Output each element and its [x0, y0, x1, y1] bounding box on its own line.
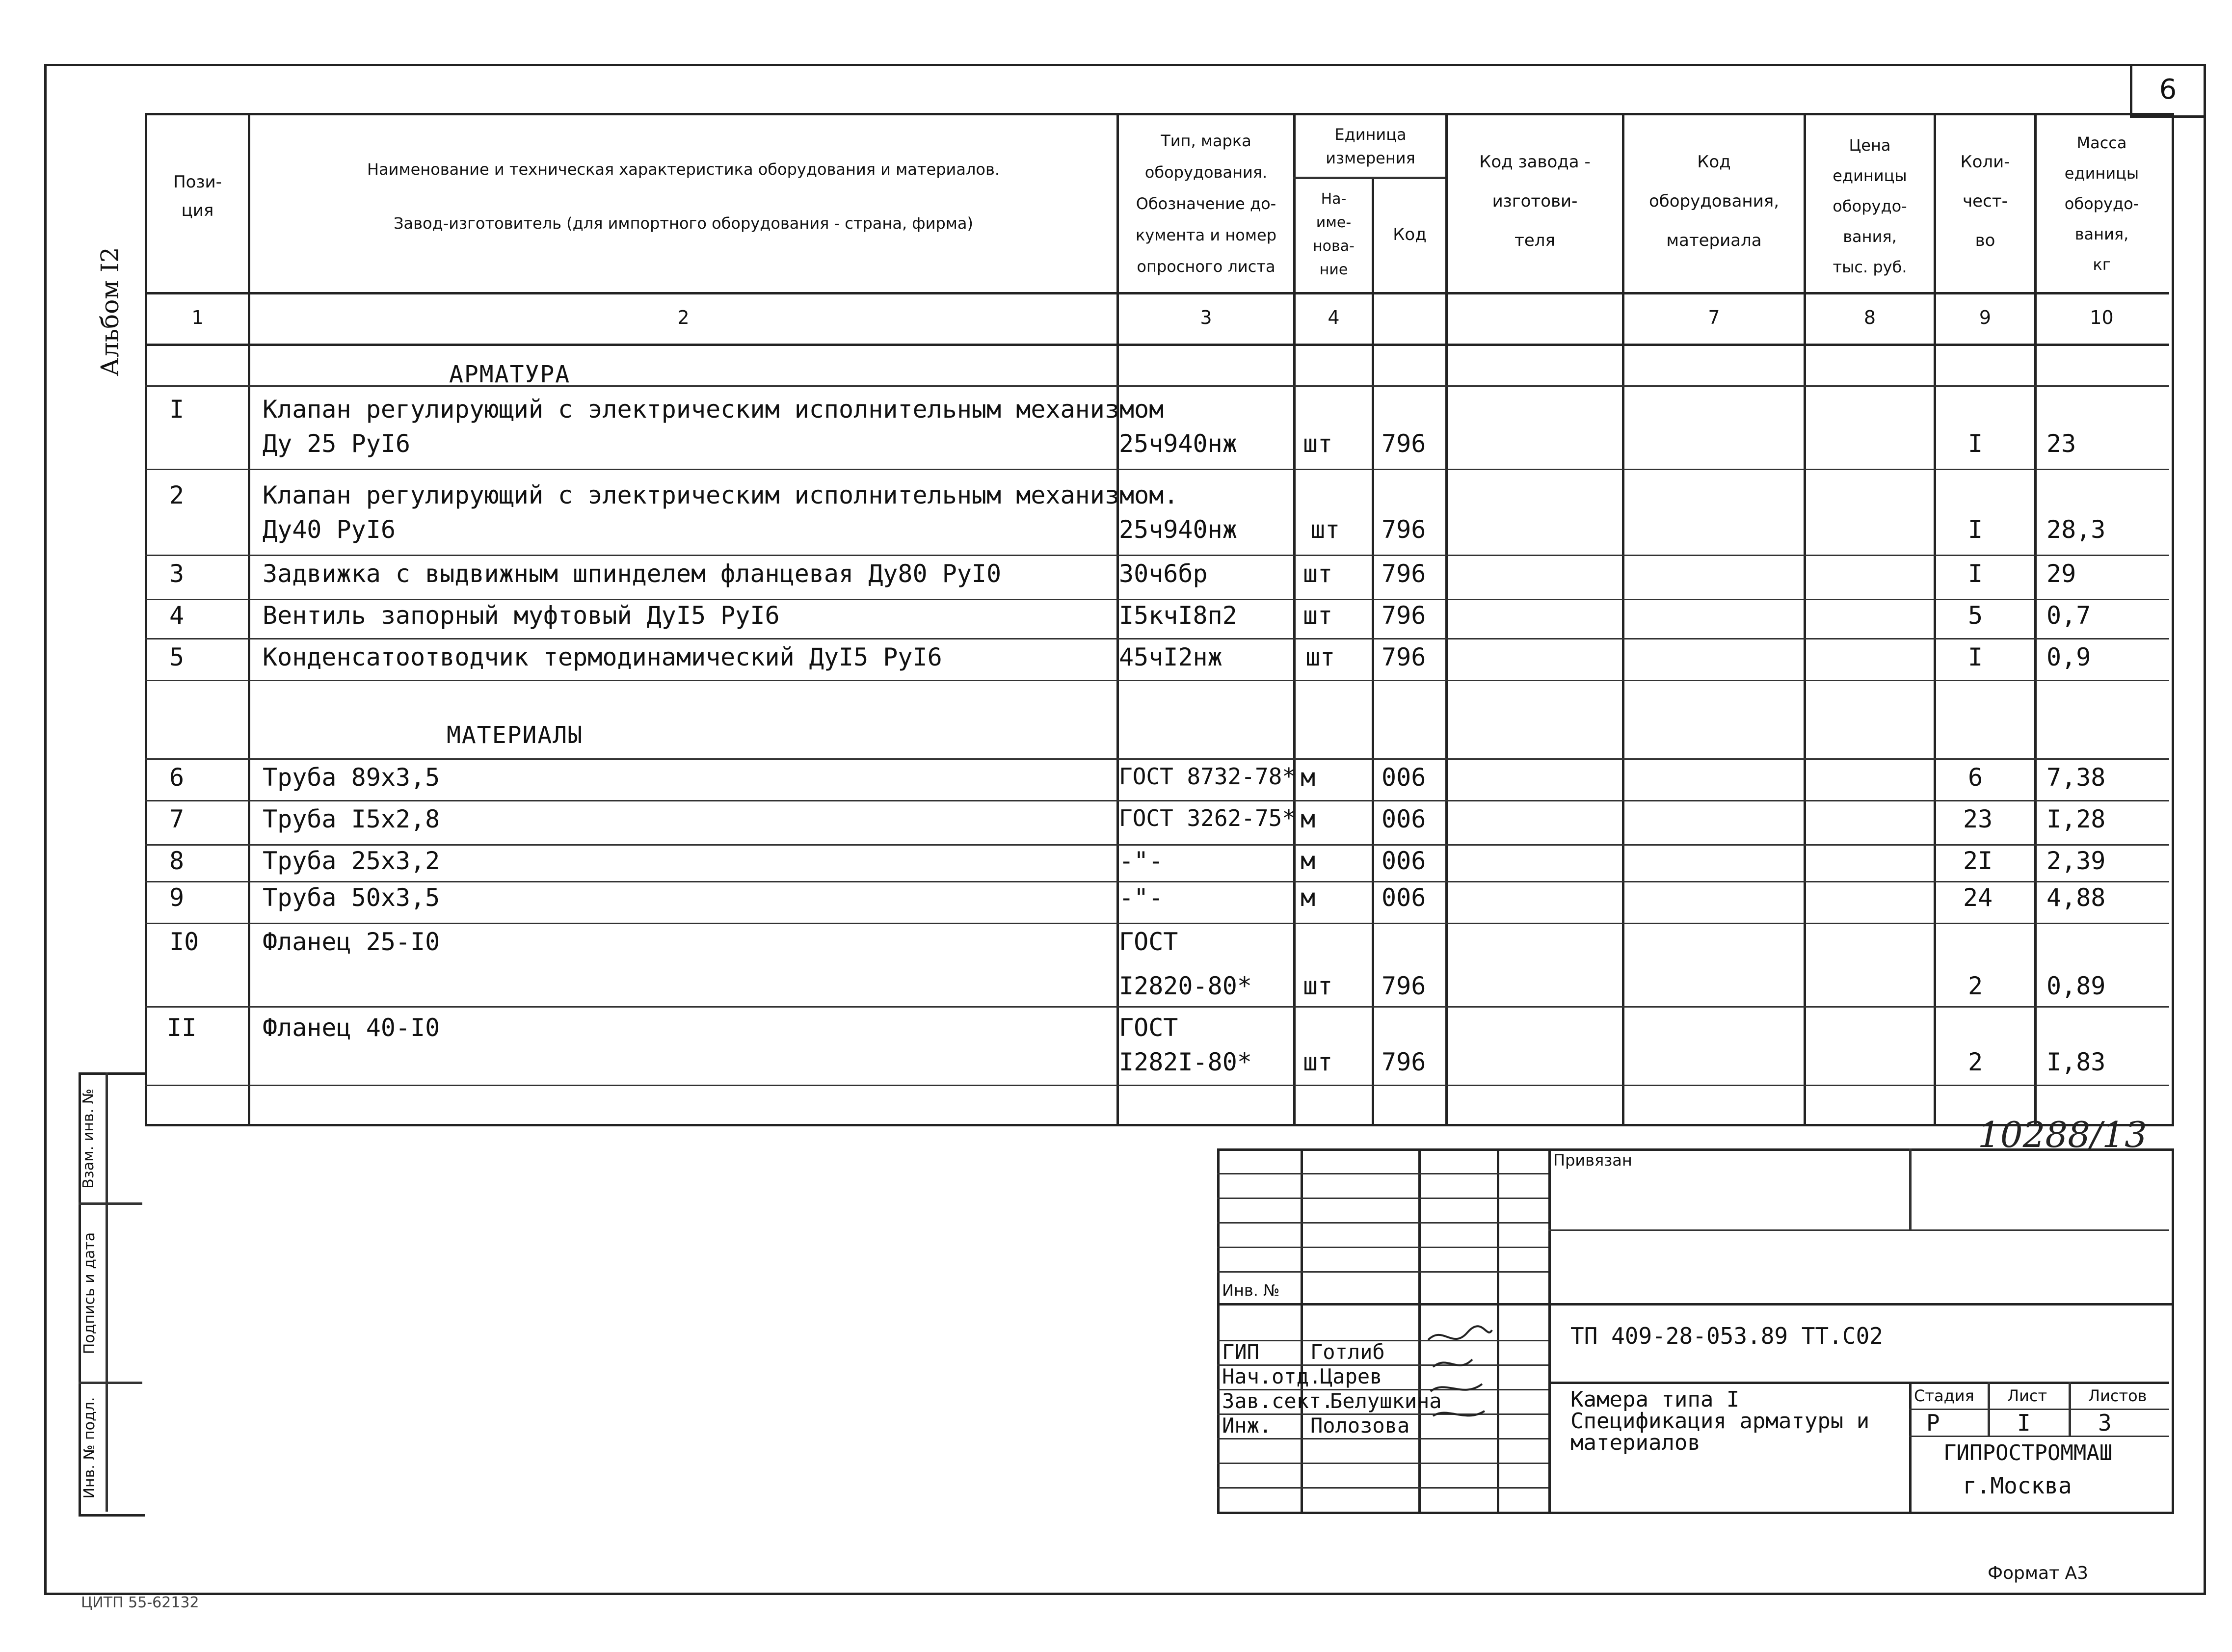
header-mass: Масса единицы оборудо- вания, кг: [2064, 133, 2139, 274]
row-3-code: 796: [1382, 560, 1426, 588]
row-11-code: 796: [1382, 1048, 1426, 1076]
row-9-mass: 4,88: [2046, 883, 2106, 912]
row-2-pos: 2: [169, 481, 185, 509]
row-3-pos: 3: [169, 560, 185, 588]
signature-marks: [1423, 1320, 1497, 1438]
row-3-type: 30ч6бр: [1119, 560, 1208, 588]
sheet-value: I: [2017, 1410, 2031, 1436]
header-equipment-code: Код оборудования, материала: [1648, 152, 1780, 250]
row-11-pos: II: [167, 1013, 197, 1042]
row-9-qty: 24: [1963, 883, 1993, 912]
row-9-name: Труба 50х3,5: [263, 883, 440, 912]
inv-no-label: Инв. №: [1222, 1281, 1280, 1300]
row-10-code: 796: [1382, 972, 1426, 1000]
row-6-name: Труба 89х3,5: [263, 763, 440, 792]
side-stamp-vzam: Взам. инв. №: [80, 1089, 97, 1189]
colnum-4: 4: [1328, 307, 1340, 328]
sheets-label: Листов: [2088, 1386, 2147, 1405]
header-position: Пози- ция: [173, 172, 222, 220]
row-8-unit: м: [1301, 847, 1316, 875]
row-11-type: ГОСТ: [1119, 1013, 1178, 1042]
row-10-mass: 0,89: [2046, 972, 2106, 1000]
header-plant-code: Код завода - изготови- теля: [1479, 152, 1591, 250]
row-4-type: I5кчI8п2: [1119, 601, 1237, 630]
staff-name-1: Готлиб: [1310, 1340, 1385, 1364]
colnum-3: 3: [1200, 307, 1212, 328]
row-6-type: ГОСТ 8732-78*: [1119, 763, 1296, 790]
row-5-name: Конденсатоотводчик термодинамический ДуI5 РуI6: [263, 643, 942, 671]
sheet-number: 6: [2130, 64, 2204, 118]
colnum-2: 2: [677, 307, 690, 328]
row-11-mass: I,83: [2046, 1048, 2106, 1076]
row-9-code: 006: [1382, 883, 1426, 912]
row-5-qty: I: [1968, 643, 1983, 671]
row-1-pos: I: [169, 395, 185, 424]
staff-role-1: ГИП: [1222, 1340, 1259, 1364]
row-1-name: Клапан регулирующий с электрическим исполнительным механизмом: [263, 395, 1164, 424]
row-7-qty: 23: [1963, 805, 1993, 833]
org-name: ГИПРОСТРОММАШ: [1943, 1440, 2113, 1465]
row-4-pos: 4: [169, 601, 185, 630]
row-3-qty: I: [1968, 560, 1983, 588]
row-11-unit: шт: [1303, 1048, 1333, 1076]
header-unit-group: Единица измерения: [1326, 125, 1415, 167]
colnum-10: 10: [2090, 307, 2114, 328]
row-10-pos: I0: [169, 928, 199, 956]
row-11-type2: I282I-80*: [1119, 1048, 1252, 1076]
archive-number: 10288/13: [1978, 1114, 2147, 1155]
row-4-code: 796: [1382, 601, 1426, 630]
row-9-type: -"-: [1119, 883, 1164, 912]
row-1-qty: I: [1968, 429, 1983, 458]
row-1-type: 25ч940нж: [1119, 429, 1237, 458]
header-unit-code: Код: [1393, 224, 1427, 244]
row-11-name: Фланец 40-I0: [263, 1013, 440, 1042]
row-10-unit: шт: [1303, 972, 1333, 1000]
staff-name-2: Царев: [1320, 1364, 1382, 1388]
row-11-qty: 2: [1968, 1048, 1983, 1076]
row-8-code: 006: [1382, 847, 1426, 875]
row-9-unit: м: [1301, 883, 1316, 912]
row-6-mass: 7,38: [2046, 763, 2106, 792]
row-6-pos: 6: [169, 763, 185, 792]
header-type: Тип, марка оборудования. Обозначение до- кумента и номер опросного листа: [1135, 132, 1277, 276]
row-8-qty: 2I: [1963, 847, 1993, 875]
row-4-mass: 0,7: [2046, 601, 2091, 630]
row-8-pos: 8: [169, 847, 185, 875]
stage-value: Р: [1926, 1410, 1940, 1436]
row-4-qty: 5: [1968, 601, 1983, 630]
row-10-type2: I2820-80*: [1119, 972, 1252, 1000]
section-materialy: МАТЕРИАЛЫ: [447, 721, 584, 749]
stage-label: Стадия: [1914, 1386, 1974, 1405]
bottom-left-code: ЦИТП 55-62132: [81, 1594, 199, 1611]
row-5-type: 45чI2нж: [1119, 643, 1222, 671]
row-7-pos: 7: [169, 805, 185, 833]
row-7-name: Труба I5х2,8: [263, 805, 440, 833]
header-unit-name: На- име- нова- ние: [1313, 190, 1355, 278]
doc-title: Камера типа I Спецификация арматуры и материалов: [1570, 1387, 1870, 1455]
row-6-unit: м: [1301, 763, 1316, 792]
row-5-mass: 0,9: [2046, 643, 2091, 671]
row-5-unit: шт: [1305, 643, 1335, 671]
row-4-name: Вентиль запорный муфтовый ДуI5 РуI6: [263, 601, 780, 630]
row-2-code: 796: [1382, 515, 1426, 544]
row-1-code: 796: [1382, 429, 1426, 458]
row-7-unit: м: [1301, 805, 1316, 833]
colnum-8: 8: [1863, 307, 1876, 328]
doc-code: ТП 409-28-053.89 ТТ.С02: [1570, 1323, 1883, 1349]
row-2-type: 25ч940нж: [1119, 515, 1237, 544]
staff-name-3: Белушкина: [1330, 1389, 1442, 1413]
row-8-name: Труба 25х3,2: [263, 847, 440, 875]
album-label: Альбом I2: [96, 247, 124, 376]
sheet-label: Лист: [2007, 1386, 2047, 1405]
format-label: Формат А3: [1988, 1563, 2089, 1583]
header-qty: Коли- чест- во: [1960, 152, 2010, 250]
colnum-7: 7: [1708, 307, 1720, 328]
staff-name-4: Полозова: [1310, 1413, 1410, 1438]
row-1-mass: 23: [2046, 429, 2076, 458]
row-4-unit: шт: [1303, 601, 1333, 630]
privyazan-label: Привязан: [1553, 1151, 1632, 1170]
row-6-qty: 6: [1968, 763, 1983, 792]
row-7-mass: I,28: [2046, 805, 2106, 833]
staff-role-3: Зав.сект.: [1222, 1389, 1334, 1413]
side-stamp-podpis: Подпись и дата: [81, 1232, 98, 1355]
colnum-9: 9: [1979, 307, 1992, 328]
row-7-type: ГОСТ 3262-75*: [1119, 805, 1296, 831]
row-10-name: Фланец 25-I0: [263, 928, 440, 956]
row-5-code: 796: [1382, 643, 1426, 671]
row-6-code: 006: [1382, 763, 1426, 792]
org-city: г.Москва: [1963, 1472, 2072, 1499]
row-2-name: Клапан регулирующий с электрическим исполнительным механизмом.: [263, 481, 1179, 509]
row-8-mass: 2,39: [2046, 847, 2106, 875]
staff-role-2: Нач.отд.: [1222, 1364, 1322, 1388]
row-2-unit: шт: [1310, 515, 1340, 544]
row-3-name: Задвижка с выдвижным шпинделем фланцевая Ду80 РуI0: [263, 560, 1002, 588]
colnum-1: 1: [191, 307, 204, 328]
sheets-value: 3: [2098, 1410, 2112, 1436]
row-10-qty: 2: [1968, 972, 1983, 1000]
header-price: Цена единицы оборудо- вания, тыс. руб.: [1833, 136, 1907, 276]
section-armatura: АРМАТУРА: [449, 361, 571, 388]
row-5-pos: 5: [169, 643, 185, 671]
row-7-code: 006: [1382, 805, 1426, 833]
row-10-type: ГОСТ: [1119, 928, 1178, 956]
row-3-unit: шт: [1303, 560, 1333, 588]
row-1-unit: шт: [1303, 429, 1333, 458]
staff-role-4: Инж.: [1222, 1413, 1272, 1438]
row-8-type: -"-: [1119, 847, 1164, 875]
row-1-name2: Ду 25 РуI6: [263, 429, 411, 458]
row-3-mass: 29: [2046, 560, 2076, 588]
row-9-pos: 9: [169, 883, 185, 912]
row-2-name2: Ду40 РуI6: [263, 515, 396, 544]
row-2-qty: I: [1968, 515, 1983, 544]
row-2-mass: 28,3: [2046, 515, 2106, 544]
side-stamp-inv-podl: Инв. № подл.: [81, 1397, 98, 1499]
header-name: Наименование и техническая характеристика оборудования и материалов. Завод-изготовитель (для импортного оборудования - страна, фирма): [367, 160, 1000, 233]
